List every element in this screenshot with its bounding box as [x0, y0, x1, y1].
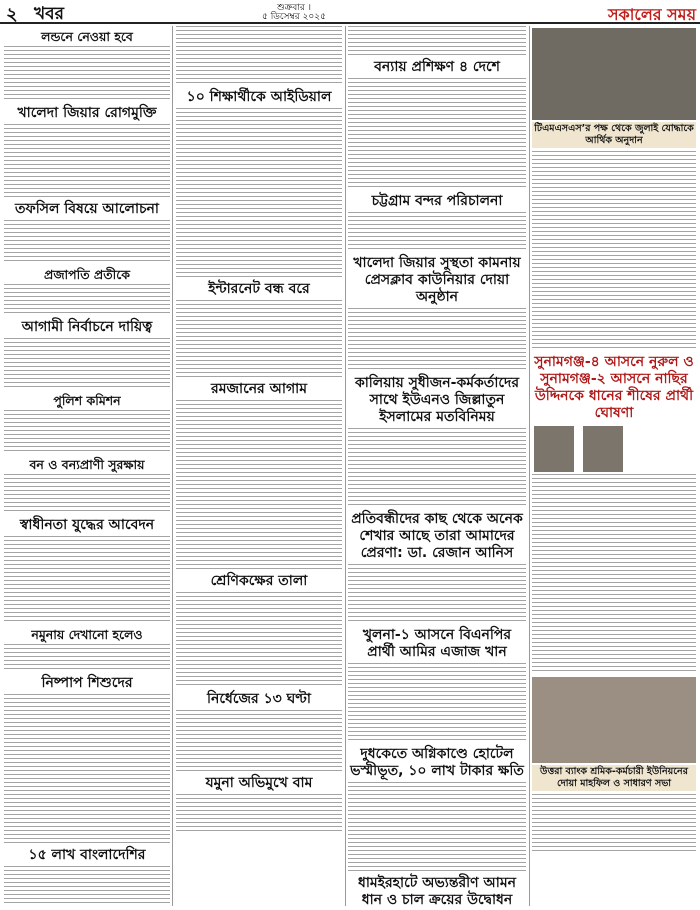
column-2 — [176, 26, 342, 906]
article-text — [4, 46, 170, 102]
headline: তফসিল বিষয়ে আলোচনা — [15, 201, 159, 217]
article-text — [348, 212, 526, 252]
article-text — [176, 710, 342, 772]
article-text — [348, 564, 526, 624]
headline: বন্যায় প্রশিক্ষণ ৪ দেশে — [374, 59, 500, 75]
article-text — [176, 794, 342, 834]
article-text — [4, 410, 170, 454]
date: ৫ ডিসেম্বর ২০২৫ — [262, 12, 326, 22]
photo-caption: টিএমএসএস’র পক্ষ থেকে জুলাই যোদ্ধাকে আর্থিক অনুদান — [532, 122, 696, 148]
column-3 — [348, 26, 526, 906]
article-text — [4, 694, 170, 844]
headline: সুনামগঞ্জ-৪ আসনে নুরুল ও সুনামগঞ্জ-২ আসনে নাছির উদ্দিনকে ধানের শীষের প্রার্থী ঘোষণা — [534, 354, 694, 421]
headline: আগামী নির্বাচনে দায়িত্ব — [21, 319, 153, 335]
headline: লন্ডনে নেওয়া হবে — [41, 29, 133, 44]
headline: প্রজাপতি প্রতীকে — [44, 267, 130, 282]
article-text — [348, 428, 526, 508]
headline: নির্ধেজের ১৩ ঘণ্টা — [207, 691, 311, 707]
headline: চট্টগ্রাম বন্দর পরিচালনা — [371, 193, 503, 209]
news-photo — [532, 28, 696, 120]
headline: নিষ্পাপ শিশুদের — [41, 675, 133, 691]
portrait-photo — [583, 426, 623, 472]
article-text — [532, 474, 696, 674]
article-text — [176, 300, 342, 378]
section-title: খবর — [34, 4, 64, 24]
headline: খালেদা জিয়ার সুস্থতা কামনায় প্রেসক্লাব কাউনিয়ার দোয়া অনুষ্ঠান — [353, 255, 521, 305]
news-photo — [532, 677, 696, 763]
dateline — [262, 4, 326, 22]
photo-caption: উত্তরা ব্যাংক শ্রমিক-কর্মচারী ইউনিয়নের দোয়া মাহফিল ও সাধারণ সভা — [532, 765, 696, 791]
newspaper-logo: সকালের সময় — [607, 5, 696, 24]
article-text — [4, 284, 170, 316]
day: শুক্রবার । — [277, 3, 311, 13]
article-text — [532, 151, 696, 351]
headline: ধামইরহাটে অভ্যন্তরীণ আমন ধান ও চাল ক্রয়ের উদ্বোধন — [358, 875, 516, 906]
article-text — [176, 400, 342, 570]
headline: নমুনায় দেখানো হলেও — [31, 627, 143, 642]
headline: রমজানের আগাম — [211, 381, 307, 397]
article-text — [4, 124, 170, 198]
headline: ১০ শিক্ষার্থীকে আইডিয়াল — [186, 89, 332, 105]
article-text — [348, 782, 526, 872]
article-text — [348, 78, 526, 190]
column-divider — [529, 26, 530, 906]
headline: শ্রেণিকক্ষের তালা — [210, 573, 308, 589]
headline: খুলনা-১ আসনে বিএনপির প্রার্থী আমির এজাজ খান — [362, 627, 512, 660]
headline: স্বাধীনতা যুদ্ধের আবেদন — [19, 517, 155, 533]
article-text — [4, 644, 170, 672]
column-4 — [532, 26, 696, 906]
article-text — [348, 26, 526, 56]
headline: যমুনা অভিমুখে বাম — [205, 775, 313, 791]
headline: ইন্টারনেট বন্ধ বরে — [208, 281, 310, 297]
article-text — [4, 866, 170, 906]
article-text — [176, 108, 342, 278]
headline: প্রতিবন্ধীদের কাছ থেকে অনেক শেখার আছে তারা আমাদের প্রেরণা: ডা. রেজান আনিস — [351, 511, 523, 561]
article-text — [176, 592, 342, 688]
portrait-photo — [534, 426, 574, 472]
headline: পুলিশ কমিশন — [53, 393, 121, 408]
headline: বন ও বন্যপ্রাণী সুরক্ষায় — [29, 457, 145, 472]
article-text — [4, 220, 170, 264]
article-text — [4, 474, 170, 514]
masthead — [0, 0, 700, 24]
article-text — [4, 338, 170, 390]
article-text — [532, 794, 696, 854]
page-number: ২ — [6, 4, 18, 25]
headline: ১৫ লাখ বাংলাদেশির — [28, 847, 146, 863]
article-text — [4, 536, 170, 624]
article-text — [348, 308, 526, 372]
article-text — [348, 663, 526, 743]
article-text — [176, 26, 342, 86]
headline: খালেদা জিয়ার রোগমুক্তি — [17, 105, 157, 121]
column-1 — [4, 26, 170, 906]
portrait-row — [532, 424, 696, 474]
headline: দুধকেতে অগ্নিকাণ্ডে হোটেল ভস্মীভূত, ১০ লাখ টাকার ক্ষতি — [350, 746, 524, 779]
column-divider — [172, 26, 173, 906]
headline: কালিয়ায় সুধীজন-কর্মকর্তাদের সাথে ইউএনও জিল্লাতুন ইসলামের মতবিনিময় — [354, 375, 520, 425]
column-divider — [345, 26, 346, 906]
